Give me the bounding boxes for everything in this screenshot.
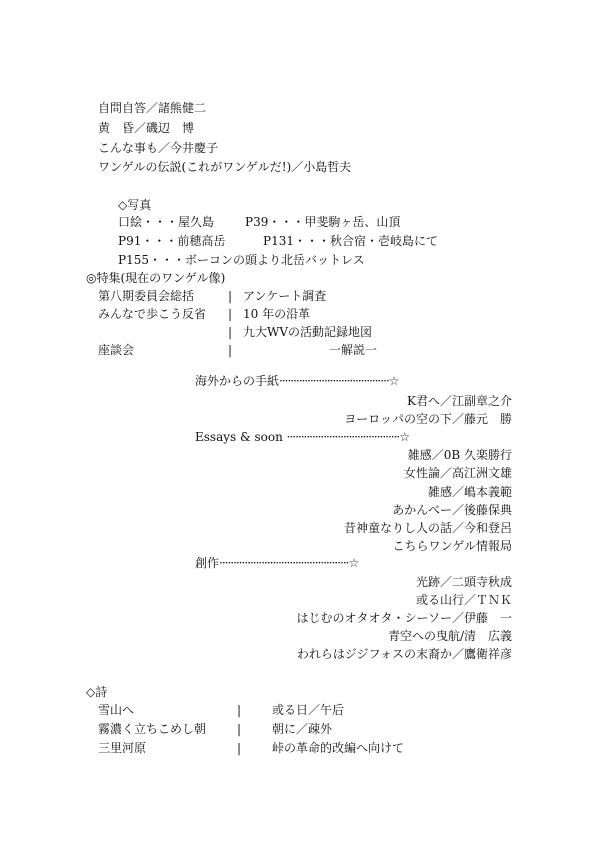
feature-right: 一解説一 — [329, 343, 378, 357]
toc-entry: こんな事も／今井慶子 — [98, 141, 219, 155]
poem-left: 雪山へ — [98, 703, 135, 717]
section-title — [195, 429, 410, 446]
photo-entry: P155・・・ボーコンの頭より北岳バットレス — [118, 253, 365, 267]
section-item: はじむのオタオタ・シーソー／伊藤 一 — [296, 611, 512, 625]
section-item: 昔神童なりし人の話／今和登呂 — [343, 521, 512, 535]
section-item: 光跡／二頭寺秋成 — [415, 575, 512, 589]
poem-right: 朝に／疎外 — [272, 722, 333, 736]
feature-separator: | — [228, 289, 233, 303]
toc-entry: 黄 昏／磯辺 博 — [98, 121, 195, 135]
star-icon: ☆ — [348, 556, 360, 570]
poem-right: 或る日／午后 — [272, 703, 345, 717]
photo-entry: P131・・・秋合宿・壱岐島にて — [263, 234, 438, 248]
poem-separator: | — [237, 741, 242, 755]
poem-left: 霧濃く立ちこめし朝 — [98, 722, 207, 736]
section-item: 或る山行／ＴＮＫ — [415, 593, 512, 607]
feature-separator: | — [228, 307, 233, 321]
feature-left: みんなで歩こう反省 — [98, 307, 207, 321]
dot-leader: ········································ — [286, 430, 400, 444]
section-item: あかんべー／後藤保典 — [392, 503, 512, 517]
poem-right: 峠の革命的改編へ向けて — [272, 741, 405, 755]
toc-entry: ワンゲルの伝説(これがワンゲルだ!)／小島哲夫 — [98, 160, 352, 174]
section-item: 雑感／嶋本義範 — [427, 485, 512, 499]
section-item: 雑感／0B 久楽勝行 — [407, 448, 512, 462]
section-item: K君へ／江副章之介 — [407, 394, 512, 408]
feature-left: 座談会 — [98, 343, 135, 357]
feature-right: アンケート調査 — [243, 289, 327, 303]
feature-left: 第八期委員会総括 — [98, 289, 195, 303]
poems-heading: ◇詩 — [86, 685, 108, 699]
section-title-text: 海外からの手紙 — [195, 374, 280, 388]
feature-right: 10 年の沿革 — [243, 307, 311, 321]
section-title — [195, 555, 359, 572]
feature-right: 九大WVの活動記録地図 — [243, 325, 373, 339]
photo-entry: P91・・・前穂高岳 — [118, 234, 226, 248]
star-icon: ☆ — [388, 374, 400, 388]
photos-heading: ◇写真 — [118, 198, 152, 212]
poem-separator: | — [237, 722, 242, 736]
photo-entry: 口絵・・・屋久島 — [118, 215, 215, 229]
star-icon: ☆ — [399, 430, 410, 444]
section-title-text: Essays & soon — [195, 430, 283, 444]
section-item: 女性論／高江洲文雄 — [403, 466, 512, 480]
dot-leader: ······································· — [279, 374, 389, 388]
feature-separator: | — [228, 325, 233, 339]
section-item: 青空への曳航/清 広義 — [387, 629, 512, 643]
section-title-text: 創作 — [195, 556, 220, 570]
section-item: われらはジジフォスの末裔か／鷹衛祥彦 — [296, 647, 512, 661]
section-item: こちらワンゲル情報局 — [392, 539, 512, 553]
dot-leader: ·············································· — [219, 556, 349, 570]
feature-separator: | — [228, 343, 233, 357]
toc-entry: 自問自答／諸熊健二 — [98, 101, 207, 115]
section-title — [195, 373, 400, 390]
poem-left: 三里河原 — [98, 741, 147, 755]
section-item: ヨーロッパの空の下／藤元 勝 — [344, 412, 512, 426]
poem-separator: | — [237, 703, 242, 717]
feature-heading: ◎特集(現在のワンゲル像) — [86, 271, 226, 285]
photo-entry: P39・・・甲斐駒ヶ岳、山頂 — [245, 215, 401, 229]
